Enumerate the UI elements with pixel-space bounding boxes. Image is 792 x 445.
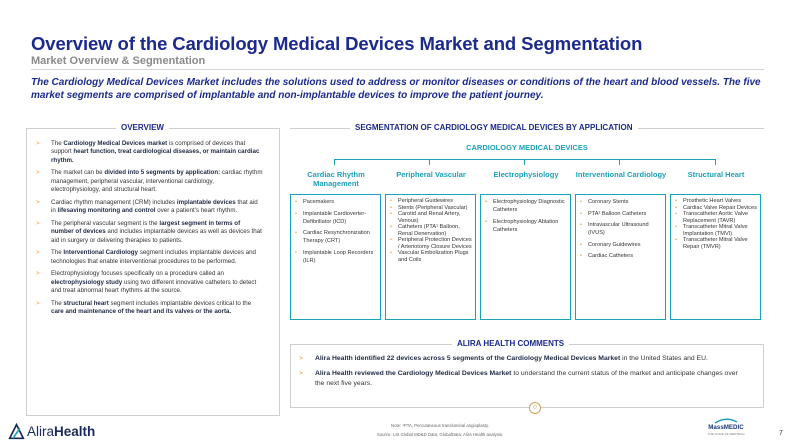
bold-text: heart function, treat cardiological diseases, or maintain cardiac rhythm. [51, 148, 260, 164]
bullet-icon: • [485, 199, 487, 205]
overview-bullet [36, 140, 264, 165]
partner-tagline: THE VOICE OF MEDTECH [707, 432, 745, 436]
bullet-icon: • [390, 224, 392, 230]
segmentation-heading: SEGMENTATION OF CARDIOLOGY MEDICAL DEVICES BY APPLICATION [350, 123, 638, 132]
logo-word-health: Health [54, 423, 96, 439]
device-label: Vascular Embolization Plugs and Coils [398, 250, 469, 263]
device-item [674, 224, 758, 237]
alira-badge-icon: ⟐ [529, 402, 541, 414]
text-run: is comprised of devices that support [51, 140, 246, 156]
bullet-icon: • [390, 204, 392, 211]
device-label: Implantable Loop Recorders (ILR) [303, 249, 374, 264]
device-item [579, 210, 663, 218]
bullet-icon: • [295, 210, 297, 217]
bullet-icon: • [675, 204, 677, 211]
device-label: Transcatheter Aortic Valve Replacement (TAVR) [683, 211, 748, 224]
chevron-right-icon: > [36, 140, 40, 147]
overview-bullet [36, 300, 264, 317]
bullet-icon: • [675, 237, 677, 243]
text-run: segment includes implantable devices and technologies that enable interventional procedures to be performed. [51, 249, 256, 265]
footnote: Note: ¹PTA, Percutaneous transluminal angioplasty. [390, 423, 489, 428]
device-label: Transcatheter Mitral Valve Implantation (TMVI) [683, 224, 748, 237]
text-run: The [51, 140, 64, 147]
chevron-right-icon: > [299, 369, 303, 377]
bold-text: Alira Health reviewed the Cardiology Medical Devices Market [315, 369, 512, 377]
bullet-icon: • [295, 230, 297, 237]
device-label: Implantable Cardioverter-Defibrillator (ICD) [303, 210, 367, 225]
bold-text: electrophysiology study [51, 278, 123, 286]
segment-title: Electrophysiology [493, 170, 559, 179]
bold-text: implantable devices [176, 198, 236, 206]
comments-heading: ALIRA HEALTH COMMENTS [452, 339, 569, 348]
bullet-icon: • [295, 249, 297, 256]
bold-text: structural heart [63, 299, 109, 307]
comment-bullet [299, 369, 749, 390]
device-label: Cardiac Valve Repair Devices [683, 204, 757, 211]
text-run: to understand the current status of the market and anticipate changes over the next five years. [315, 369, 738, 387]
footer-notes [290, 422, 590, 439]
chevron-right-icon: > [299, 355, 303, 362]
bold-text: lifesaving monitoring and control [57, 207, 156, 215]
segment-title: Cardiac Rhythm Management [307, 170, 365, 188]
segment-title: Interventional Cardiology [575, 170, 667, 179]
bullet-icon: • [390, 250, 392, 256]
text-run: that aid in [51, 198, 258, 215]
device-label: PTA¹ Balloon Catheters [588, 210, 647, 217]
chevron-right-icon: > [36, 198, 40, 206]
bold-text: Cardiology Medical Devices market [63, 140, 168, 147]
device-label: Prosthetic Heart Valves [683, 198, 742, 204]
tree-branch [524, 159, 525, 165]
device-item [294, 210, 378, 226]
bullet-icon: • [390, 211, 392, 217]
overview-list [36, 140, 264, 321]
device-item [579, 241, 663, 249]
tree-branch [619, 159, 620, 165]
device-label: Carotid and Renal Artery, Venous) [398, 211, 461, 224]
device-item [579, 252, 663, 260]
segment-device-list [294, 198, 378, 268]
bullet-icon: • [390, 237, 392, 243]
bold-text: divided into 5 segments by application: [104, 169, 221, 177]
device-label: Electrophysiology Diagnostic Catheters [493, 199, 565, 213]
chevron-right-icon: > [36, 249, 40, 257]
bullet-icon: • [580, 222, 582, 229]
chevron-right-icon: > [36, 299, 40, 307]
comment-bullet [299, 354, 749, 365]
device-label: Cardiac Catheters [588, 253, 634, 260]
device-item [484, 218, 568, 234]
bullet-icon: • [580, 199, 582, 205]
bold-text: care and maintenance of the heart and its valves or the aorta. [51, 308, 232, 316]
device-label: Peripheral Protection Devices / Arteriotomy Closure Devices [398, 237, 472, 250]
device-item [294, 249, 378, 265]
overview-bullet [36, 249, 264, 266]
tree-branch [429, 159, 430, 165]
bullet-icon: • [580, 210, 582, 217]
overview-bullet [36, 169, 264, 194]
chevron-right-icon: > [36, 270, 40, 278]
overview-heading: OVERVIEW [116, 123, 169, 132]
source-note: Source: LSI Global MD&D Data; GlobalData; Alira Health analysis. [376, 431, 504, 437]
bullet-icon: • [675, 224, 677, 230]
device-label: Electrophysiology Ablation Catheters [493, 218, 559, 233]
text-run: in the United States and EU. [620, 355, 708, 362]
device-label: Stents (Peripheral Vascular) [398, 204, 468, 211]
bullet-icon: • [580, 241, 582, 248]
overview-bullet [36, 220, 264, 245]
tree-branch [715, 159, 716, 165]
text-run: and includes implantable devices as well as devices that aid in surgery or delivering therapies to patients. [51, 228, 262, 244]
text-run: Electrophysiology focuses specifically on a procedure called an [51, 270, 225, 278]
segment-device-list [484, 198, 568, 237]
device-item [389, 237, 473, 250]
bullet-icon: • [675, 211, 677, 217]
device-item [389, 250, 473, 263]
partner-name: MassMEDIC [708, 424, 744, 431]
massmedic-logo [704, 418, 748, 436]
chevron-right-icon: > [36, 219, 40, 227]
bold-text: largest segment in terms of number of devices [51, 219, 241, 236]
chevron-right-icon: > [36, 169, 40, 177]
device-label: Catheters (PTA¹ Balloon, Renal Denervation) [398, 224, 460, 237]
segmentation-subheading: CARDIOLOGY MEDICAL DEVICES [466, 143, 588, 152]
alira-logo-icon [8, 423, 25, 440]
device-label: Transcatheter Mitral Valve Repair (TMVR) [683, 237, 748, 250]
text-run: The peripheral vascular segment is the [51, 219, 160, 227]
segment-device-list [674, 198, 758, 250]
bold-text: Interventional Cardiology [63, 249, 138, 257]
bullet-icon: • [485, 218, 487, 225]
overview-bullet [36, 199, 264, 216]
page-number: 7 [779, 430, 783, 437]
bullet-icon: • [675, 198, 677, 204]
alira-health-logo [8, 422, 95, 440]
text-run: cardiac rhythm management, peripheral vascular, interventional cardiology, electrophysiology, and structural heart. [51, 169, 263, 194]
device-item [674, 211, 758, 224]
device-item [579, 198, 663, 206]
device-item [389, 224, 473, 237]
device-label: Cardiac Resynchronization Therapy (CRT) [303, 230, 370, 245]
device-label: Peripheral Guidewires [398, 198, 454, 204]
page-subtitle: Market Overview & Segmentation [31, 55, 206, 67]
bullet-icon: • [580, 253, 582, 260]
device-item [294, 198, 378, 206]
device-label: Coronary Guidewires [588, 241, 641, 248]
device-label: Pacemakers [303, 199, 335, 205]
text-run: over a patient's heart rhythm. [155, 207, 238, 215]
segment-device-list [389, 198, 473, 263]
segment-title: Structural Heart [687, 170, 745, 179]
bullet-icon: • [295, 199, 297, 205]
device-label: Coronary Stents [588, 199, 629, 205]
subtitle-divider [31, 69, 764, 70]
device-label: Intravascular Ultrasound (IVUS) [588, 222, 649, 237]
text-run: The [51, 249, 64, 257]
page-title: Overview of the Cardiology Medical Devices Market and Segmentation [31, 33, 643, 54]
tree-branch [334, 159, 335, 165]
overview-bullet [36, 270, 264, 295]
device-item [484, 198, 568, 214]
bullet-icon: • [390, 198, 392, 204]
bold-text: Alira Health identified 22 devices across 5 segments of the Cardiology Medical Devices Market [315, 355, 621, 362]
text-run: using two different innovative catheters to detect and treat abnormal heart rhythms at the source. [51, 278, 257, 295]
segment-device-list [579, 198, 663, 264]
text-run: segment includes implantable devices critical to the [108, 299, 252, 307]
device-item [579, 221, 663, 237]
segment-title: Peripheral Vascular [396, 170, 466, 179]
intro-text: The Cardiology Medical Devices Market includes the solutions used to address or monitor diseases or conditions of the heart and blood vessels. The five market segments are comprised of implantable and non-implantable devices to improve the patient journey. [31, 77, 761, 101]
text-run: The [51, 299, 64, 307]
text-run: The market can be [51, 169, 105, 177]
text-run: Cardiac rhythm management (CRM) includes [51, 198, 177, 206]
device-item [294, 229, 378, 245]
device-item [674, 237, 758, 250]
comments-list [299, 354, 749, 394]
device-item [389, 211, 473, 224]
logo-word-alira: Alira [27, 423, 55, 439]
